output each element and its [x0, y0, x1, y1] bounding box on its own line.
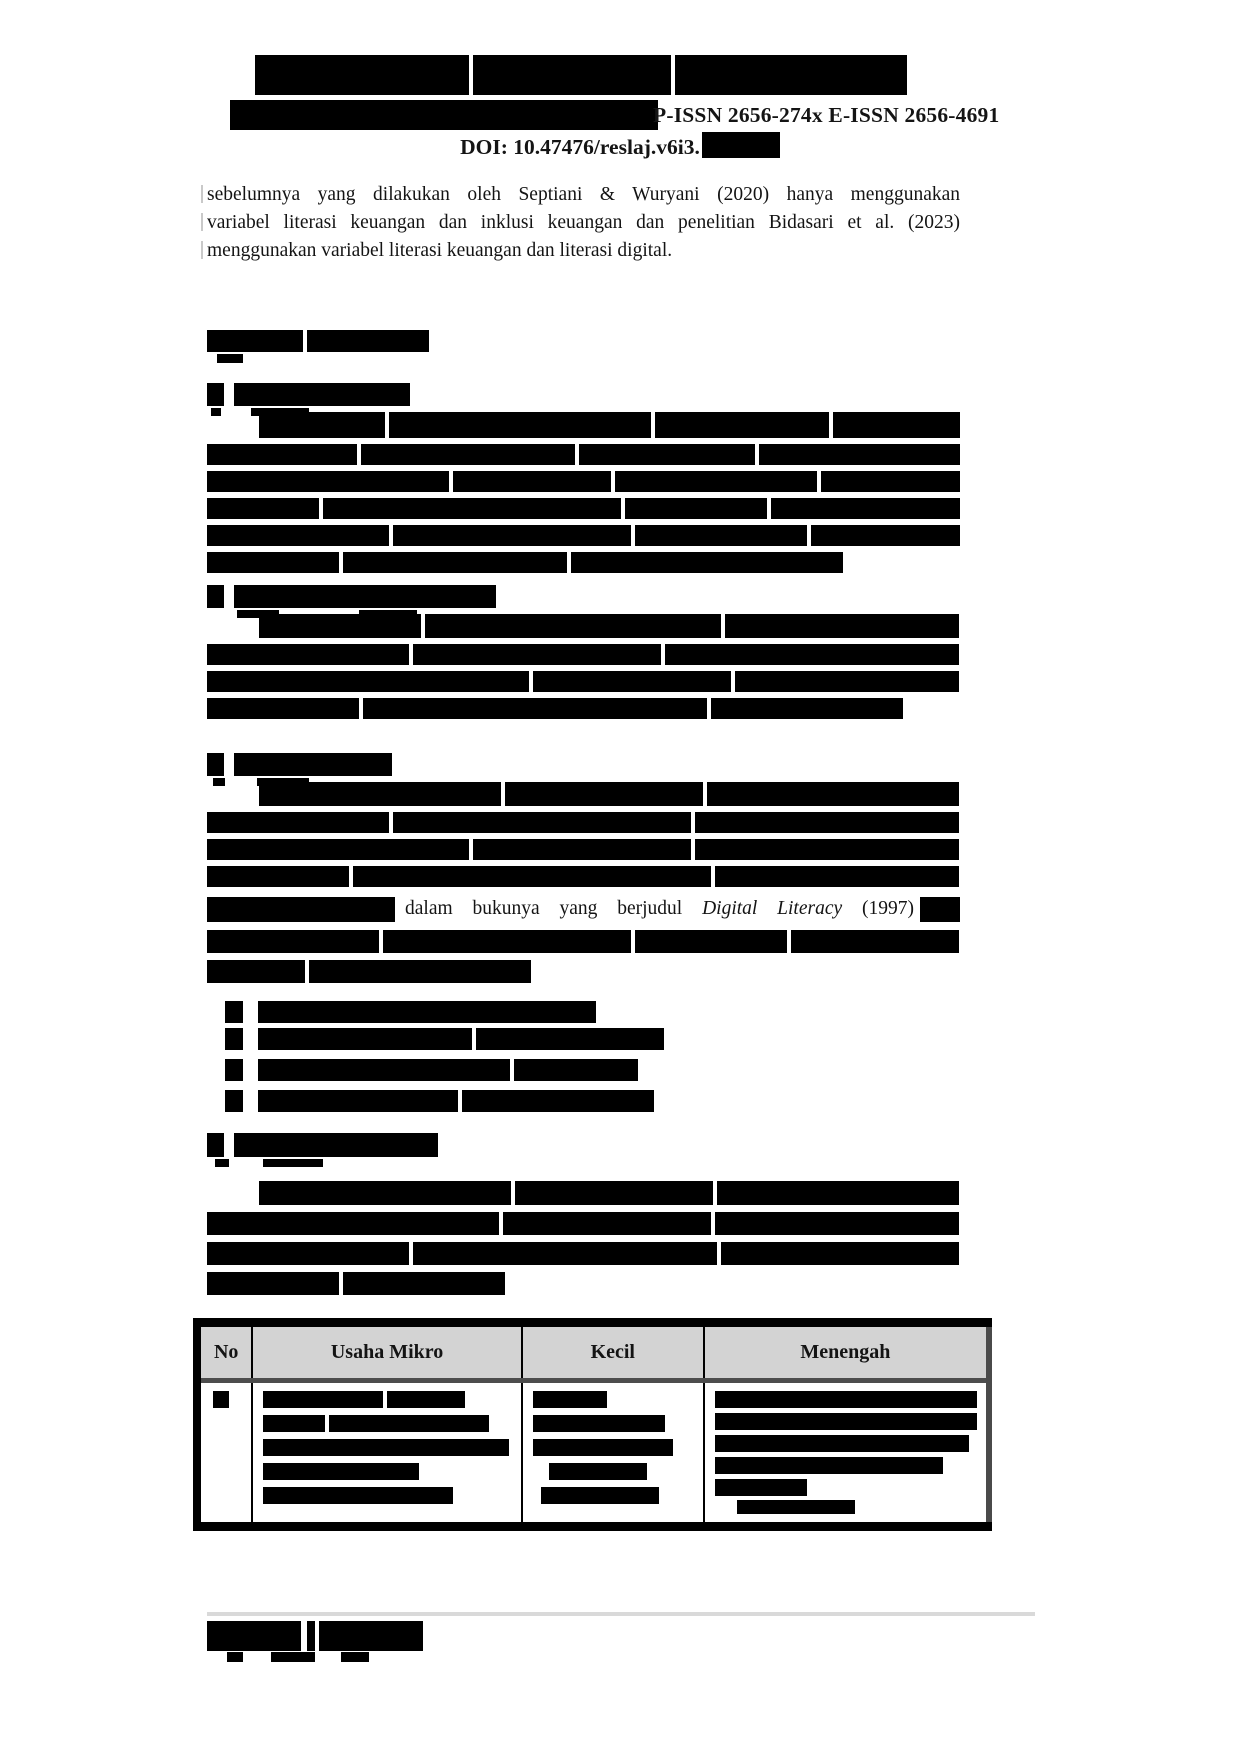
cell-kecil	[522, 1381, 704, 1527]
redacted-paragraph-1	[207, 412, 960, 573]
intro-line: menggunakan variabel literasi keuangan dan literasi digital.	[207, 237, 960, 265]
redacted-footer-pagination	[207, 1621, 960, 1662]
issn-line	[230, 100, 1060, 130]
cell-no	[197, 1381, 252, 1527]
redacted-journal-title	[255, 55, 905, 95]
doi-line	[0, 132, 1240, 160]
redacted-cell-usaha-mikro	[263, 1391, 510, 1504]
table-header-row	[197, 1323, 989, 1381]
redacted-author	[207, 897, 395, 922]
col-header-no: No	[197, 1323, 252, 1381]
redacted-cell-no	[211, 1391, 241, 1408]
book-ref-pre: dalam bukunya yang berjudul	[405, 898, 683, 919]
cell-usaha-mikro	[252, 1381, 521, 1527]
book-reference-line	[207, 894, 960, 924]
redacted-subheading-4	[207, 1133, 960, 1167]
book-title-italic: Digital Literacy	[702, 898, 843, 919]
col-header-menengah: Menengah	[704, 1323, 989, 1381]
redacted-numbered-list	[207, 1001, 960, 1112]
redacted-cell-kecil	[533, 1391, 693, 1504]
book-reference-text	[395, 898, 920, 920]
cell-menengah	[704, 1381, 989, 1527]
redacted-journal-info	[230, 100, 658, 130]
redacted-section-heading	[207, 330, 960, 363]
redacted-paragraph-2	[207, 614, 960, 719]
redacted-paragraph-4	[207, 1181, 960, 1295]
doi-text: DOI: 10.47476/reslaj.v6i3.	[460, 135, 700, 159]
intro-line: sebelumnya yang dilakukan oleh Septiani & Wuryani (2020) hanya menggunakan	[207, 181, 960, 209]
umkm-table	[193, 1318, 992, 1531]
issn-text: P-ISSN 2656-274x E-ISSN 2656-4691	[653, 102, 1000, 127]
redacted-doi-suffix	[702, 132, 780, 158]
footer-divider	[207, 1612, 1035, 1616]
redacted-cell-menengah	[715, 1391, 976, 1514]
intro-line: variabel literasi keuangan dan inklusi keuangan dan penelitian Bidasari et al. (2023)	[207, 209, 960, 237]
redacted-paragraph-3	[207, 782, 960, 887]
intro-paragraph	[207, 181, 960, 265]
redacted-word	[920, 897, 960, 922]
table-row	[197, 1381, 989, 1527]
book-ref-year: (1997)	[862, 898, 914, 919]
col-header-kecil: Kecil	[522, 1323, 704, 1381]
col-header-usaha-mikro: Usaha Mikro	[252, 1323, 521, 1381]
redacted-paragraph-3-cont	[207, 930, 960, 983]
